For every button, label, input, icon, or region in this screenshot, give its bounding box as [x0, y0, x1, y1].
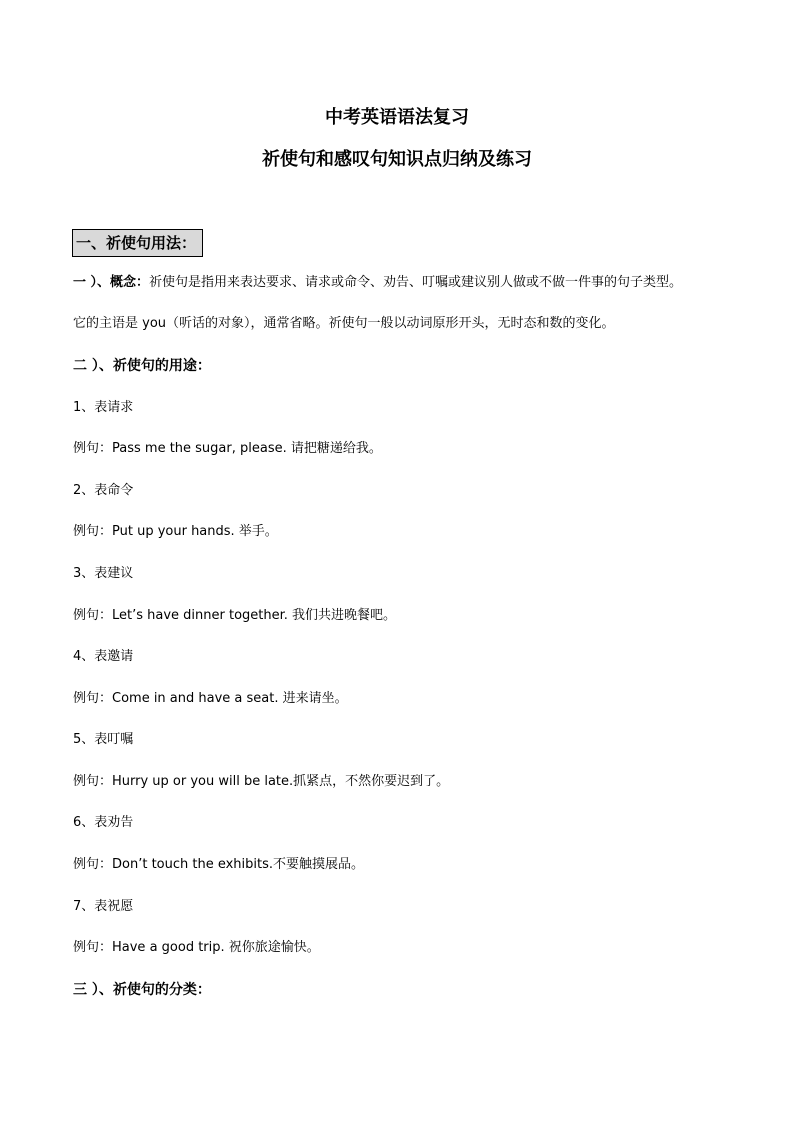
use-label-1: 1、表请求 — [73, 400, 134, 415]
use-label-5: 5、表叮嘱 — [73, 732, 134, 747]
use-example-4: 例句：Come in and have a seat. 进来请坐。 — [73, 691, 348, 706]
use-example-3: 例句：Let’s have dinner together. 我们共进晚餐吧。 — [73, 608, 397, 623]
use-example-2: 例句：Put up your hands. 举手。 — [73, 524, 278, 539]
use-example-7: 例句：Have a good trip. 祝你旅途愉快。 — [73, 940, 320, 955]
uses-heading: 二 ）、祈使句的用途： — [73, 358, 211, 374]
use-label-4: 4、表邀请 — [73, 649, 134, 664]
document-title: 中考英语语法复习 — [325, 107, 469, 128]
classify-heading: 三 ）、祈使句的分类： — [73, 982, 211, 998]
use-example-5: 例句：Hurry up or you will be late.抓紧点，不然你要迟到了。 — [73, 774, 450, 789]
use-example-6: 例句：Don’t touch the exhibits.不要触摸展品。 — [73, 857, 365, 872]
use-label-3: 3、表建议 — [73, 566, 134, 581]
concept-text-line-2: 它的主语是 you（听话的对象），通常省略。祈使句一般以动词原形开头，无时态和数的变化。 — [73, 316, 615, 331]
document-subtitle: 祈使句和感叹句知识点归纳及练习 — [262, 149, 532, 170]
concept-paragraph — [73, 273, 682, 293]
use-label-7: 7、表祝愿 — [73, 899, 134, 914]
use-example-1: 例句：Pass me the sugar, please. 请把糖递给我。 — [73, 441, 382, 456]
use-label-2: 2、表命令 — [73, 483, 134, 498]
use-label-6: 6、表劝告 — [73, 815, 134, 830]
concept-text: 祈使句是指用来表达要求、请求或命令、劝告、叮嘱或建议别人做或不做一件事的句子类型。 — [149, 275, 683, 290]
section-heading-usage: 一、祈使句用法： — [72, 229, 203, 257]
concept-label: 一 ）、概念： — [73, 275, 150, 290]
